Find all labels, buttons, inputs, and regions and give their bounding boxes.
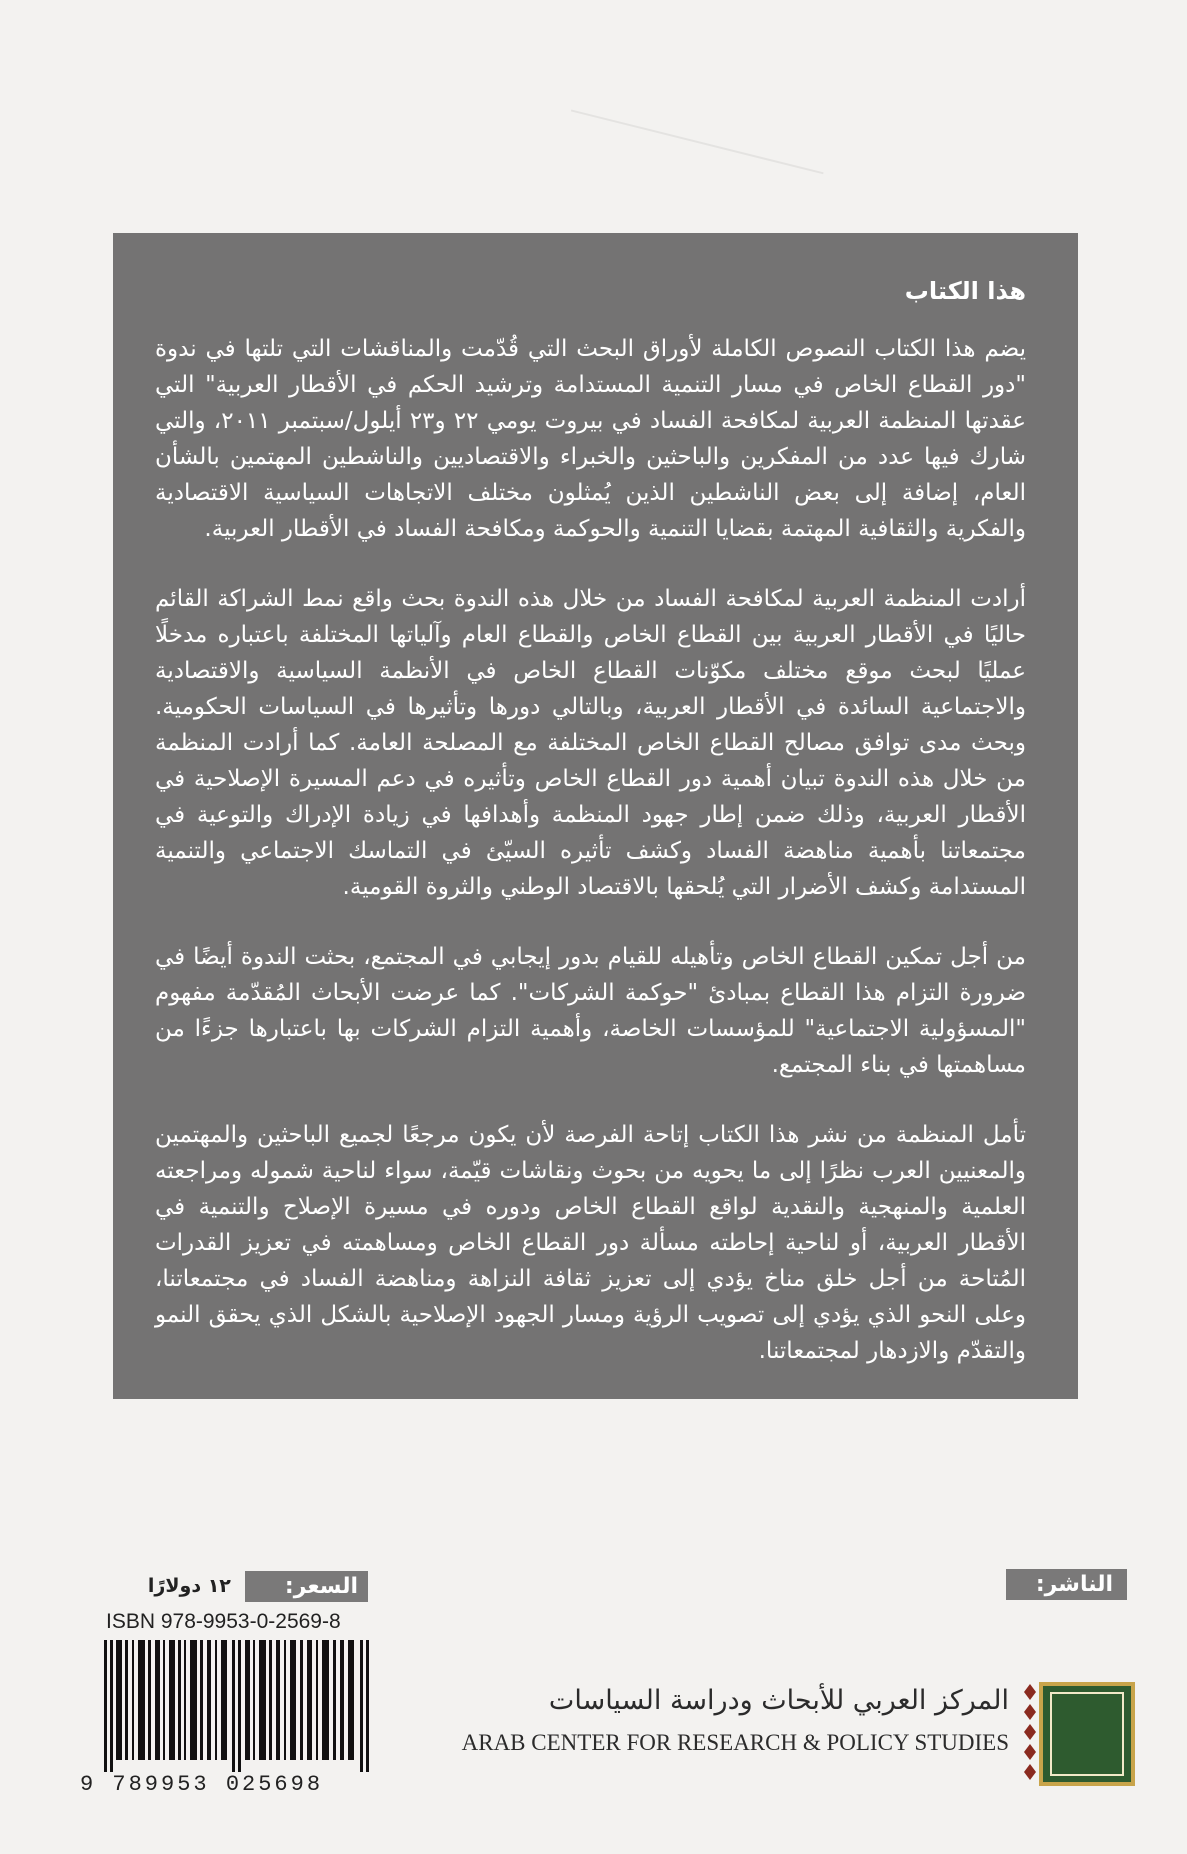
- publisher-name-arabic: المركز العربي للأبحاث ودراسة السياسات: [548, 1685, 1009, 1716]
- publisher-label: الناشر:: [1006, 1569, 1127, 1600]
- blurb-paragraph-2: أرادت المنظمة العربية لمكافحة الفساد من خلال هذه الندوة بحث واقع نمط الشراكة القائم حاليًا في الأقطار العربية بين القطاع الخاص والقطاع العام وآلياتها المختلفة باعتباره مدخلًا عمليًا لبحث موقع مختلف مكوّنات القطاع الخاص في الأنظمة السياسية والاقتصادية والاجتماعية السائدة في الأقطار العربية، وبالتالي دورها وتأثيرها في السياسات الحكومية. وبحث مدى توافق مصالح القطاع الخاص المختلفة مع المصلحة العامة. كما أرادت المنظمة من خلال هذه الندوة تبيان أهمية دور القطاع الخاص وتأثيره في دعم المسيرة الإصلاحية في الأقطار العربية، وذلك ضمن إطار جهود المنظمة وأهدافها في زيادة الإدراك والتوعية في مجتمعاتنا بأهمية مناهضة الفساد وكشف تأثيره السيّئ في التماسك الاجتماعي والتنمية المستدامة وكشف الأضرار التي يُلحقها بالاقتصاد الوطني والثروة القومية.: [155, 586, 1026, 900]
- blurb-paragraph-1: يضم هذا الكتاب النصوص الكاملة لأوراق البحث التي قُدّمت والمناقشات التي تلتها في ندوة "دور القطاع الخاص في مسار التنمية المستدامة وترشيد الحكم في الأقطار العربية" التي عقدتها المنظمة العربية لمكافحة الفساد في بيروت يومي ٢٢ و٢٣ أيلول/سبتمبر ٢٠١١، والتي شارك فيها عدد من المفكرين والباحثين والخبراء والاقتصاديين والناشطين المهتمين بالشأن العام، إضافة إلى بعض الناشطين الذين يُمثلون مختلف الاتجاهات السياسية الاقتصادية والفكرية والثقافية المهتمة بقضايا التنمية والحوكمة ومكافحة الفساد في الأقطار العربية.: [155, 336, 1027, 542]
- logo-calligraphy-frame: [1050, 1692, 1124, 1776]
- blurb-heading: هذا الكتاب: [904, 277, 1026, 305]
- blurb-paragraph-3: من أجل تمكين القطاع الخاص وتأهيله للقيام بدور إيجابي في المجتمع، بحثت الندوة أيضًا في ضرورة التزام هذا القطاع بمبادئ "حوكمة الشركات". كما عرضت الأبحاث المُقدّمة مفهوم "المسؤولية الاجتماعية" للمؤسسات الخاصة، وأهمية التزام الشركات بها باعتبارها جزءًا من مساهمتها في بناء المجتمع.: [155, 944, 1026, 1078]
- price-value: ١٢ دولارًا: [147, 1575, 231, 1597]
- isbn-text: ISBN 978-9953-0-2569-8: [106, 1610, 341, 1633]
- cover-shadow: [556, 109, 823, 232]
- blurb-paragraph-4: تأمل المنظمة من نشر هذا الكتاب إتاحة الفرصة لأن يكون مرجعًا لجميع الباحثين والمهتمين والمعنيين العرب نظرًا إلى ما يحويه من بحوث ونقاشات قيّمة، سواء لناحية شموله ومراجعته العلمية والمنهجية والنقدية لواقع القطاع الخاص ودوره في مسيرة الإصلاح والتنمية في الأقطار العربية، أو لناحية إحاطته مسألة دور القطاع الخاص ومساهمته في تعزيز القدرات المُتاحة من أجل خلق مناخ يؤدي إلى تعزيز ثقافة النزاهة ومناهضة الفساد في مجتمعاتنا، وعلى النحو الذي يؤدي إلى تصويب الرؤية ومسار الجهود الإصلاحية بالشكل الذي يحقق النمو والتقدّم والازدهار لمجتمعاتنا.: [155, 1122, 1026, 1364]
- publisher-name-english: ARAB CENTER FOR RESEARCH & POLICY STUDIES: [461, 1730, 1009, 1755]
- price-label: السعر:: [245, 1571, 368, 1602]
- price-row: [96, 1567, 368, 1605]
- book-blurb-panel: [113, 233, 1078, 1399]
- logo-ornament-icon: [1023, 1682, 1037, 1786]
- publisher-logo-icon: [1039, 1682, 1135, 1786]
- barcode-digits: 9 789953 025698: [80, 1772, 324, 1797]
- barcode: [104, 1640, 374, 1772]
